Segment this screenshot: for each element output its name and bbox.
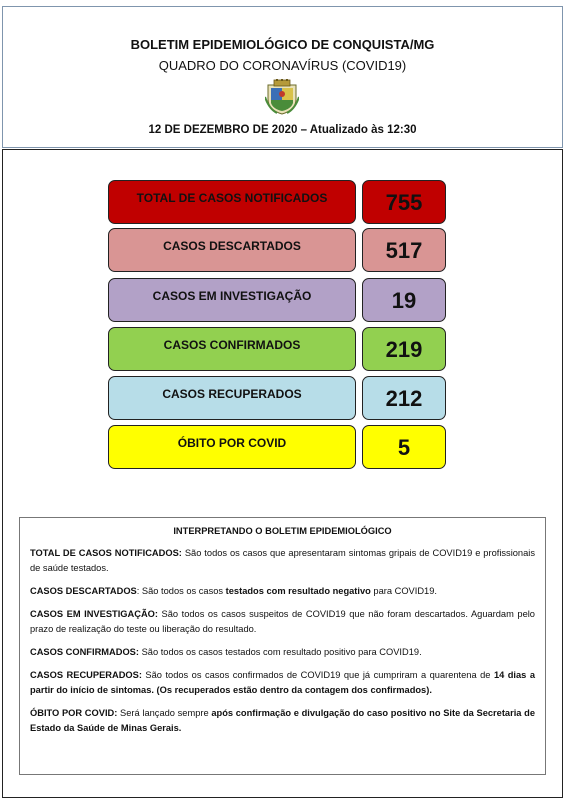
stat-label-confirmed: CASOS CONFIRMADOS [108, 327, 356, 371]
term-confirmed: CASOS CONFIRMADOS: [30, 647, 139, 657]
term-discarded: CASOS DESCARTADOS [30, 586, 137, 596]
definition-recovered [30, 668, 535, 698]
definition-confirmed [30, 645, 535, 660]
city-crest-icon [265, 79, 299, 115]
interpretation-title: INTERPRETANDO O BOLETIM EPIDEMIOLÓGICO [173, 526, 392, 536]
stat-row-notified [108, 180, 438, 224]
stat-label-discarded: CASOS DESCARTADOS [108, 228, 356, 272]
text-deaths-bold: após confirmação e divulgação do caso positivo no Site da Secretaria de Estado da Saúde de Minas Gerais. [30, 708, 536, 733]
text-notified: São todos os casos que apresentaram sintomas gripais de COVID19 e profissionais de saúde testados. [30, 548, 535, 573]
stat-value-investigation: 19 [362, 278, 446, 322]
stat-label-investigation: CASOS EM INVESTIGAÇÃO [108, 278, 356, 322]
stat-label-deaths: ÓBITO POR COVID [108, 425, 356, 469]
text-recovered-bold: 14 dias a partir do início de sintomas. (Os recuperados estão dentro da contagem dos confirmados). [30, 670, 535, 695]
term-deaths: ÓBITO POR COVID: [30, 708, 118, 718]
stat-row-recovered [108, 376, 438, 420]
stat-row-investigation [108, 278, 438, 322]
stat-label-recovered: CASOS RECUPERADOS [108, 376, 356, 420]
term-recovered: CASOS RECUPERADOS: [30, 670, 142, 680]
text-recovered: São todos os casos confirmados de COVID19 que já cumpriram a quarentena de [141, 670, 494, 680]
stat-row-deaths [108, 425, 438, 469]
term-investigation: CASOS EM INVESTIGAÇÃO: [30, 609, 158, 619]
header [2, 6, 563, 148]
definition-investigation [30, 607, 535, 637]
bulletin-title: BOLETIM EPIDEMIOLÓGICO DE CONQUISTA/MG [130, 37, 435, 52]
stat-label-notified: TOTAL DE CASOS NOTIFICADOS [108, 180, 356, 224]
stat-value-confirmed: 219 [362, 327, 446, 371]
stat-value-recovered: 212 [362, 376, 446, 420]
text-discarded-1: : São todos os casos [136, 586, 226, 596]
stat-value-deaths: 5 [362, 425, 446, 469]
text-deaths: Será lançado sempre [117, 708, 212, 718]
text-confirmed: São todos os casos testados com resultado positivo para COVID19. [138, 647, 422, 657]
definition-discarded [30, 584, 535, 599]
bulletin-subtitle: QUADRO DO CORONAVÍRUS (COVID19) [158, 58, 407, 73]
stat-value-discarded: 517 [362, 228, 446, 272]
interpretation-panel [19, 517, 546, 775]
stat-row-discarded [108, 228, 438, 272]
definition-deaths [30, 706, 535, 736]
stat-row-confirmed [108, 327, 438, 371]
bulletin-date: 12 DE DEZEMBRO DE 2020 – Atualizado às 12:30 [148, 124, 417, 136]
text-discarded-2: para COVID19. [370, 586, 437, 596]
text-investigation: São todos os casos suspeitos de COVID19 que não foram descartados. Aguardam pelo prazo de realização do teste ou liberação do resultado. [30, 609, 535, 634]
term-notified: TOTAL DE CASOS NOTIFICADOS: [30, 548, 182, 558]
stat-value-notified: 755 [362, 180, 446, 224]
definition-notified [30, 546, 535, 576]
text-discarded-bold: testados com resultado negativo [225, 586, 371, 596]
